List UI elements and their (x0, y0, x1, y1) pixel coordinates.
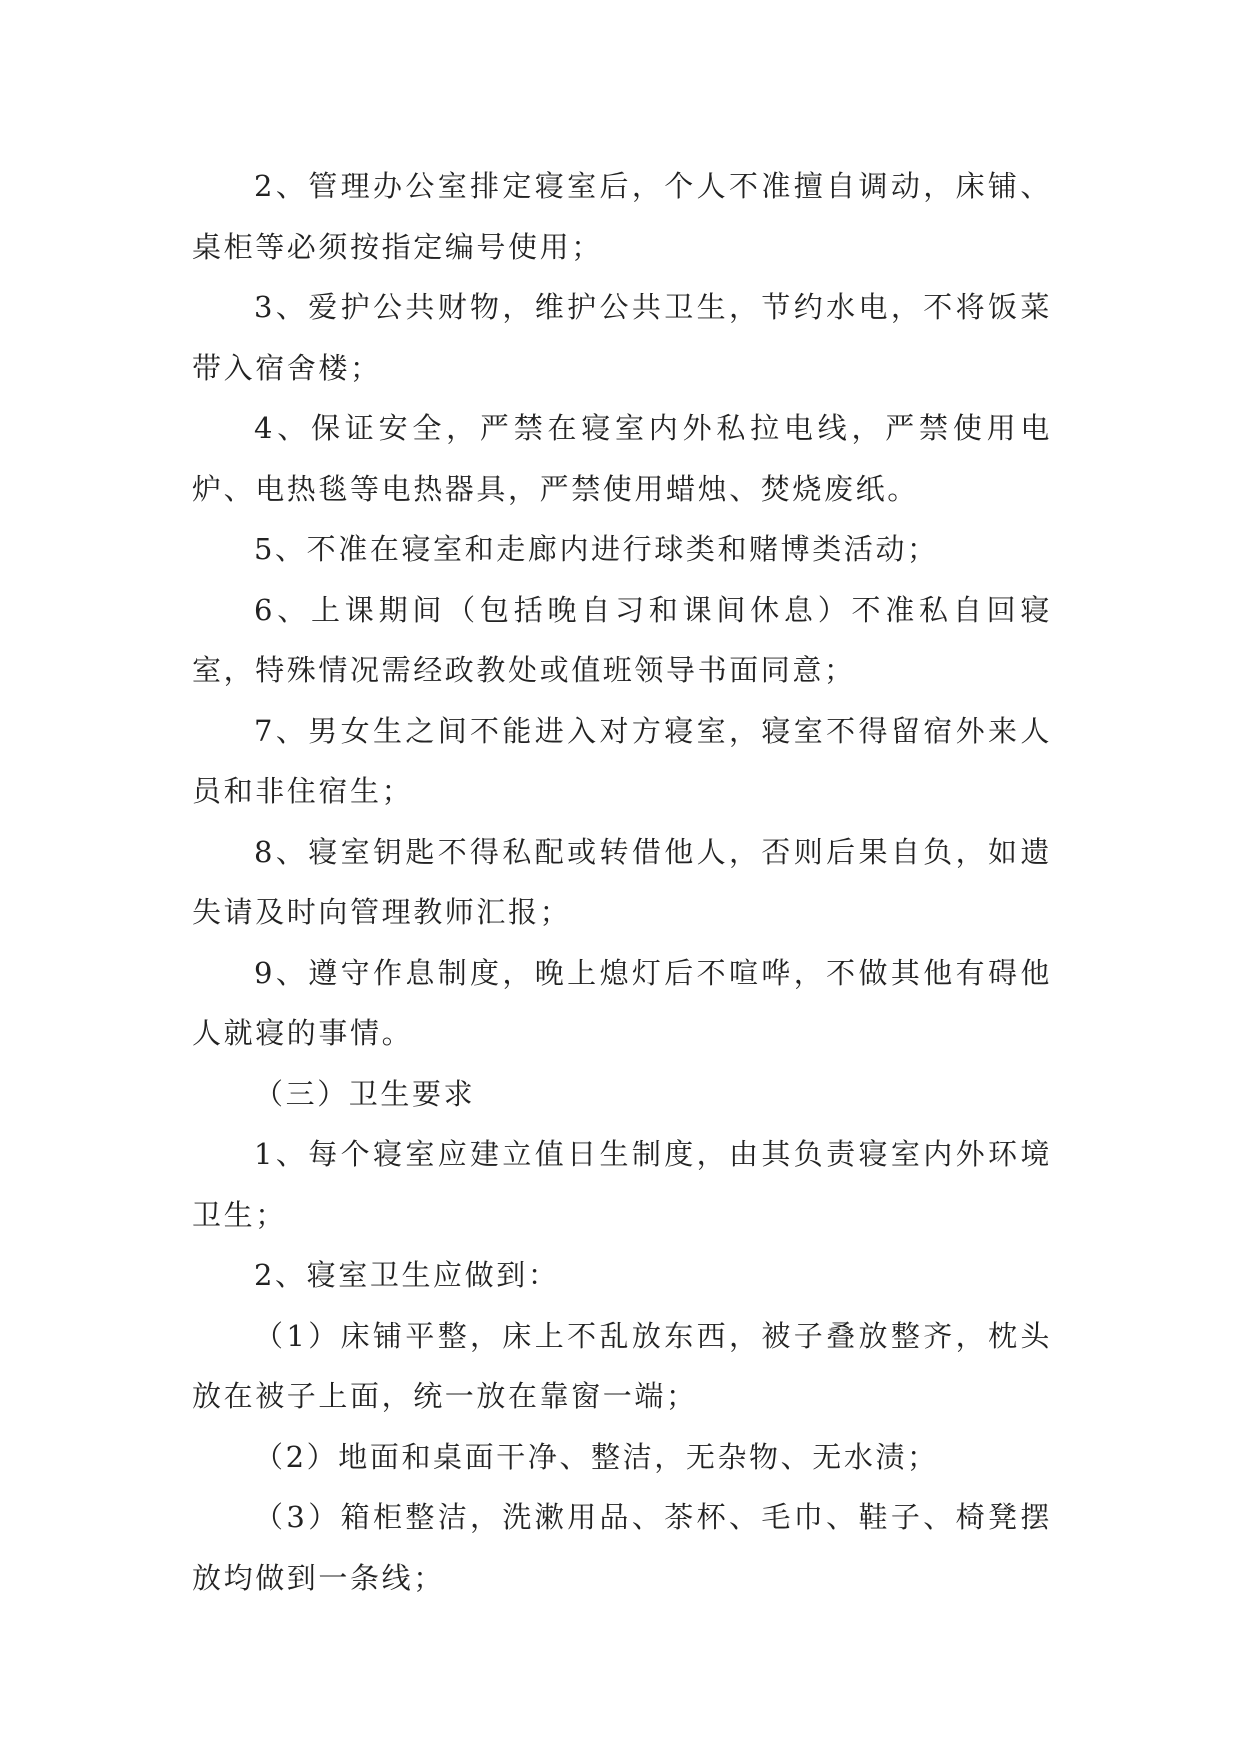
hygiene-item-1: （1）床铺平整，床上不乱放东西，被子叠放整齐，枕头放在被子上面，统一放在靠窗一端； (192, 1318, 1052, 1413)
hygiene-item-3: （3）箱柜整洁，洗漱用品、茶杯、毛巾、鞋子、椅凳摆放均做到一条线； (192, 1500, 1052, 1595)
rule-paragraph-9: 9、遵守作息制度，晚上熄灯后不喧哗，不做其他有碍他人就寝的事情。 (192, 955, 1052, 1050)
rule-paragraph-3: 3、爱护公共财物，维护公共卫生，节约水电，不将饭菜带入宿舍楼； (192, 290, 1052, 385)
rule-paragraph-2: 2、管理办公室排定寝室后，个人不准擅自调动，床铺、桌柜等必须按指定编号使用； (192, 169, 1052, 264)
rule-paragraph-6: 6、上课期间（包括晚自习和课间休息）不准私自回寝室，特殊情况需经政教处或值班领导书面同意； (192, 592, 1052, 687)
hygiene-item-2: （2）地面和桌面干净、整洁，无杂物、无水渍； (254, 1439, 939, 1474)
rule-paragraph-7: 7、男女生之间不能进入对方寝室，寝室不得留宿外来人员和非住宿生； (192, 713, 1052, 808)
hygiene-paragraph-1: 1、每个寝室应建立值日生制度，由其负责寝室内外环境卫生； (192, 1137, 1052, 1232)
rule-paragraph-4: 4、保证安全，严禁在寝室内外私拉电线，严禁使用电炉、电热毯等电热器具，严禁使用蜡烛、焚烧废纸。 (192, 411, 1052, 506)
document-body (192, 156, 1052, 1608)
rule-paragraph-8: 8、寝室钥匙不得私配或转借他人，否则后果自负，如遗失请及时向管理教师汇报； (192, 834, 1052, 929)
hygiene-paragraph-2: 2、寝室卫生应做到： (254, 1258, 560, 1292)
rule-paragraph-5: 5、不准在寝室和走廊内进行球类和赌博类活动； (254, 532, 939, 566)
section-heading: （三）卫生要求 (254, 1076, 476, 1111)
